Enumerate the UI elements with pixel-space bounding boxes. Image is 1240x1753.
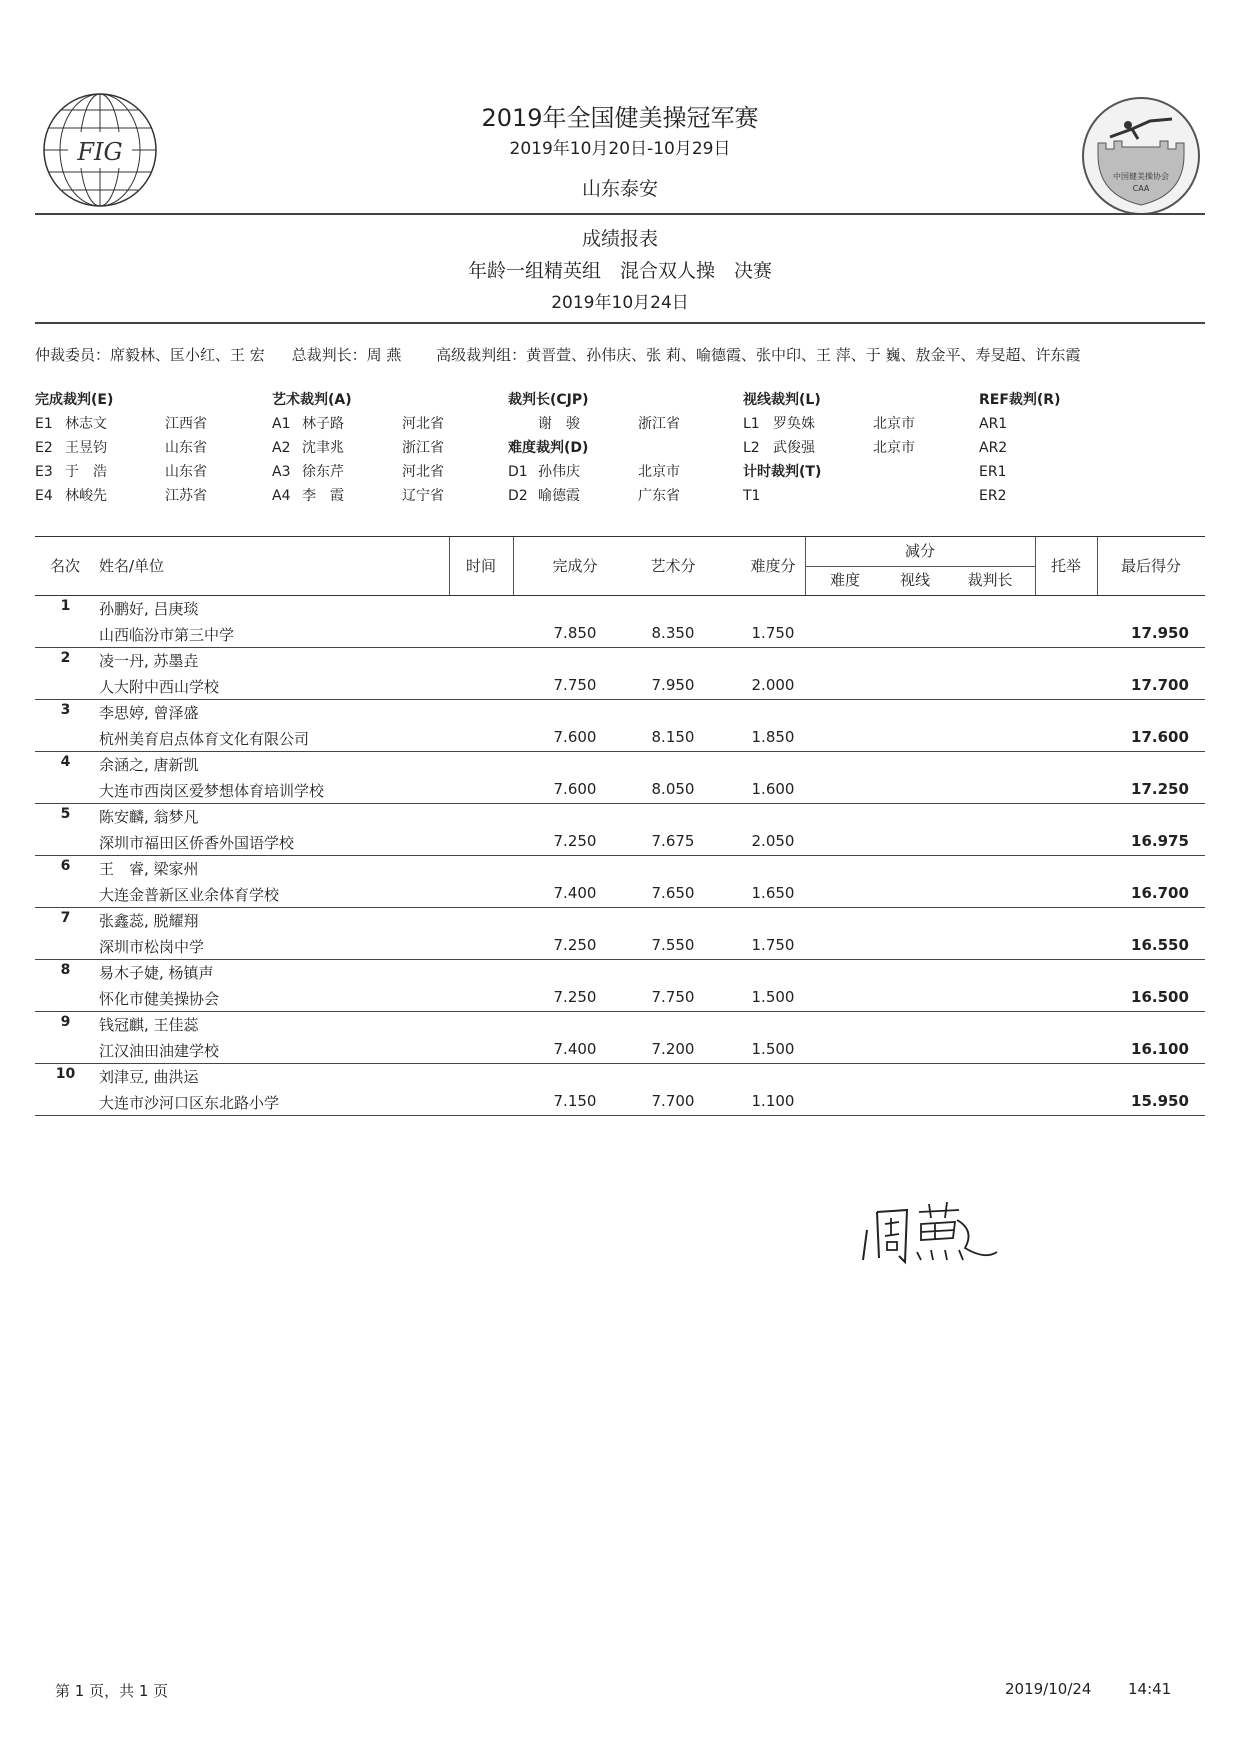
final-score: 15.950 — [1131, 1092, 1189, 1110]
cjp-title: 裁判长(CJP) — [508, 392, 589, 408]
art-score: 7.750 — [651, 988, 695, 1006]
ref-code: ER2 — [979, 488, 1007, 504]
ref-code: ER1 — [979, 464, 1007, 480]
execution-judges — [35, 388, 207, 508]
svg-text:CAA: CAA — [1132, 184, 1150, 193]
results-table-header — [35, 536, 1205, 596]
judge-row: L1 罗奂姝 北京市 — [743, 416, 915, 432]
difficulty-title: 难度裁判(D) — [508, 440, 589, 456]
page-indicator: 第 1 页，共 1 页 — [55, 1682, 169, 1700]
art-score: 8.050 — [651, 780, 695, 798]
ref-judges — [979, 388, 1060, 508]
rank: 6 — [60, 858, 71, 874]
art-score: 7.950 — [651, 676, 695, 694]
exec-score: 7.400 — [553, 1040, 597, 1058]
line-judges — [743, 388, 915, 508]
athlete-names: 王 睿, 梁家州 — [99, 860, 199, 878]
judge-row: L2 武俊强 北京市 — [743, 440, 915, 456]
report-divider — [35, 322, 1205, 324]
club: 大连市沙河口区东北路小学 — [99, 1094, 280, 1112]
time-title: 计时裁判(T) — [743, 464, 822, 480]
senior-label: 高级裁判组： — [436, 346, 527, 364]
diff-score: 1.750 — [751, 624, 795, 642]
club: 深圳市福田区侨香外国语学校 — [99, 834, 295, 852]
athlete-names: 陈安麟, 翁梦凡 — [99, 808, 199, 826]
club: 深圳市松岗中学 — [99, 938, 205, 956]
report-subtitle: 年龄一组精英组 混合双人操 决赛 — [467, 260, 772, 282]
club: 人大附中西山学校 — [99, 678, 220, 696]
rank: 4 — [60, 754, 71, 770]
club: 怀化市健美操协会 — [99, 990, 220, 1008]
chief-name: 周 燕 — [366, 346, 402, 364]
chief-label: 总裁判长： — [291, 346, 367, 364]
athlete-names: 张鑫蕊, 脱耀翔 — [99, 912, 199, 930]
diff-score: 1.100 — [751, 1092, 795, 1110]
artistic-judges — [272, 388, 444, 508]
table-row — [35, 700, 1205, 752]
diff-score: 1.600 — [751, 780, 795, 798]
event-dates: 2019年10月20日-10月29日 — [509, 139, 731, 159]
event-title: 2019年全国健美操冠军赛 — [481, 104, 759, 132]
jury-label: 仲裁委员： — [35, 346, 111, 364]
athlete-names: 孙鹏好, 吕庚琰 — [99, 600, 199, 618]
exec-score: 7.250 — [553, 936, 597, 954]
judge-row: D2 喻德霞 广东省 — [508, 488, 680, 504]
art-score: 7.200 — [651, 1040, 695, 1058]
table-row — [35, 1064, 1205, 1116]
final-score: 17.950 — [1131, 624, 1189, 642]
header-art: 艺术分 — [650, 557, 696, 575]
artistic-title: 艺术裁判(A) — [272, 392, 352, 408]
exec-score: 7.600 — [553, 728, 597, 746]
art-score: 8.350 — [651, 624, 695, 642]
art-score: 7.550 — [651, 936, 695, 954]
judge-row: E2 王昱钧 山东省 — [35, 440, 207, 456]
judge-row: A3 徐东芹 河北省 — [272, 464, 444, 480]
time-judge-row: T1 — [743, 488, 761, 504]
art-score: 8.150 — [651, 728, 695, 746]
exec-score: 7.400 — [553, 884, 597, 902]
rank: 10 — [55, 1066, 76, 1082]
rank: 3 — [60, 702, 71, 718]
header-rank: 名次 — [49, 557, 80, 575]
final-score: 17.250 — [1131, 780, 1189, 798]
officials-line — [35, 344, 1088, 365]
final-score: 17.700 — [1131, 676, 1189, 694]
results-table-body — [35, 596, 1205, 1116]
print-time: 14:41 — [1128, 1680, 1172, 1698]
header-deduct-diff: 难度 — [829, 571, 860, 589]
exec-score: 7.250 — [553, 988, 597, 1006]
header-lift: 托举 — [1050, 557, 1081, 575]
diff-score: 1.850 — [751, 728, 795, 746]
header-deduct-cjp: 裁判长 — [967, 571, 1013, 589]
club: 大连金普新区业余体育学校 — [99, 886, 280, 904]
event-venue: 山东泰安 — [581, 178, 658, 200]
exec-score: 7.600 — [553, 780, 597, 798]
cjp-row: 谢 骏 浙江省 — [538, 416, 680, 432]
header-deduct-line: 视线 — [899, 571, 930, 589]
svg-text:FIG: FIG — [77, 138, 123, 166]
art-score: 7.650 — [651, 884, 695, 902]
exec-score: 7.850 — [553, 624, 597, 642]
svg-text:中国健美操协会: 中国健美操协会 — [1113, 172, 1169, 181]
table-row — [35, 856, 1205, 908]
diff-score: 1.650 — [751, 884, 795, 902]
report-title: 成绩报表 — [581, 228, 658, 250]
header-diff: 难度分 — [750, 557, 796, 575]
final-score: 16.100 — [1131, 1040, 1189, 1058]
header-final: 最后得分 — [1120, 557, 1181, 575]
table-row — [35, 960, 1205, 1012]
judge-row: E4 林峻先 江苏省 — [35, 488, 207, 504]
judge-row: E1 林志文 江西省 — [35, 416, 207, 432]
rank: 9 — [60, 1014, 71, 1030]
header-exec: 完成分 — [552, 557, 598, 575]
judge-row: D1 孙伟庆 北京市 — [508, 464, 680, 480]
final-score: 17.600 — [1131, 728, 1189, 746]
diff-score: 1.500 — [751, 1040, 795, 1058]
exec-score: 7.150 — [553, 1092, 597, 1110]
final-score: 16.700 — [1131, 884, 1189, 902]
final-score: 16.550 — [1131, 936, 1189, 954]
diff-score: 1.750 — [751, 936, 795, 954]
ref-code: AR2 — [979, 440, 1008, 456]
header-deduct: 减分 — [805, 537, 1035, 567]
final-score: 16.500 — [1131, 988, 1189, 1006]
table-row — [35, 648, 1205, 700]
club: 江汉油田油建学校 — [99, 1042, 220, 1060]
athlete-names: 李思婷, 曾泽盛 — [99, 704, 199, 722]
rank: 1 — [60, 598, 71, 614]
exec-score: 7.750 — [553, 676, 597, 694]
athlete-names: 余涵之, 唐新凯 — [99, 756, 199, 774]
ref-title: REF裁判(R) — [979, 392, 1061, 408]
diff-score: 2.000 — [751, 676, 795, 694]
execution-title: 完成裁判(E) — [35, 392, 114, 408]
athlete-names: 凌一丹, 苏墨垚 — [99, 652, 199, 670]
club: 杭州美育启点体育文化有限公司 — [99, 730, 310, 748]
athlete-names: 刘津豆, 曲洪运 — [99, 1068, 199, 1086]
art-score: 7.675 — [651, 832, 695, 850]
rank: 5 — [60, 806, 71, 822]
report-date: 2019年10月24日 — [551, 293, 689, 313]
header-name: 姓名/单位 — [99, 557, 165, 575]
table-row — [35, 1012, 1205, 1064]
cjp-judges — [508, 388, 680, 508]
header-time: 时间 — [465, 557, 496, 575]
club: 大连市西岗区爱梦想体育培训学校 — [99, 782, 325, 800]
table-row — [35, 908, 1205, 960]
judge-row: E3 于 浩 山东省 — [35, 464, 207, 480]
rank: 8 — [60, 962, 71, 978]
table-row — [35, 804, 1205, 856]
diff-score: 2.050 — [751, 832, 795, 850]
athlete-names: 钱冠麒, 王佳蕊 — [99, 1016, 199, 1034]
club: 山西临汾市第三中学 — [99, 626, 235, 644]
ref-code: AR1 — [979, 416, 1008, 432]
athlete-names: 易木子婕, 杨镇声 — [99, 964, 214, 982]
judge-row: A2 沈聿兆 浙江省 — [272, 440, 444, 456]
rank: 7 — [60, 910, 71, 926]
art-score: 7.700 — [651, 1092, 695, 1110]
table-row — [35, 752, 1205, 804]
judge-row: A4 李 霞 辽宁省 — [272, 488, 444, 504]
jury-names: 席毅林、匡小红、王 宏 — [110, 346, 265, 364]
header-divider — [35, 213, 1205, 215]
signature — [855, 1190, 1005, 1280]
senior-names: 黄晋萱、孙伟庆、张 莉、喻德霞、张中印、王 萍、于 巍、敖金平、寿旻超、许东霞 — [526, 346, 1081, 364]
diff-score: 1.500 — [751, 988, 795, 1006]
table-row — [35, 596, 1205, 648]
rank: 2 — [60, 650, 71, 666]
print-date: 2019/10/24 — [1005, 1680, 1092, 1698]
exec-score: 7.250 — [553, 832, 597, 850]
line-title: 视线裁判(L) — [743, 392, 821, 408]
final-score: 16.975 — [1131, 832, 1189, 850]
judge-row: A1 林子路 河北省 — [272, 416, 444, 432]
